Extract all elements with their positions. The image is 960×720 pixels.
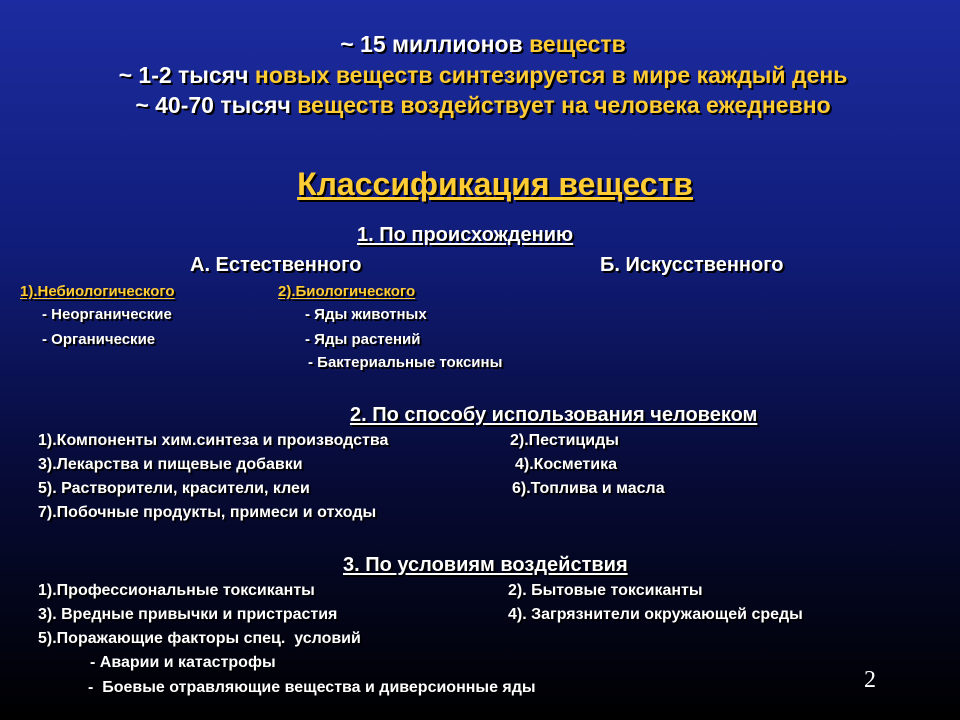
- list-item: 3).Лекарства и пищевые добавки: [38, 456, 303, 473]
- slide-title-text: Классификация веществ: [297, 166, 693, 202]
- origin-artificial-label: Б. Искусственного: [600, 254, 784, 276]
- origin-natural-label: А. Естественного: [190, 254, 362, 276]
- list-item: 6).Топлива и масла: [512, 480, 665, 497]
- list-item: - Неорганические: [42, 306, 172, 323]
- list-item: 4).Косметика: [515, 456, 617, 473]
- header-line-2-text: новых веществ синтезируется в мире каждый день: [254, 62, 848, 88]
- list-item: - Яды растений: [305, 331, 421, 348]
- list-item: 3). Вредные привычки и пристрастия: [38, 606, 338, 623]
- list-item: 1).Компоненты хим.синтеза и производства: [38, 432, 389, 449]
- list-item: 1).Профессиональные токсиканты: [38, 582, 315, 599]
- header-line-2-count: ~ 1-2 тысяч: [118, 62, 249, 88]
- list-item: - Органические: [42, 331, 156, 348]
- page-number: 2: [864, 667, 876, 693]
- biological-label: 2).Биологического: [278, 283, 416, 300]
- list-item: 2).Пестициды: [510, 432, 619, 449]
- list-item: 5). Растворители, красители, клеи: [38, 480, 310, 497]
- section-exposure-heading: 3. По условиям воздействия: [343, 554, 628, 576]
- header-line-3-text: веществ воздействует на человека ежедневно: [297, 92, 831, 118]
- section-use-heading: 2. По способу использования человеком: [350, 404, 758, 426]
- list-item: 7).Побочные продукты, примеси и отходы: [38, 504, 377, 521]
- slide-title: [0, 164, 960, 204]
- header-line-3: [0, 91, 960, 119]
- header-line-1-text: веществ: [529, 31, 626, 57]
- non-biological-label: 1).Небиологического: [20, 283, 175, 300]
- list-item: - Яды животных: [305, 306, 427, 323]
- list-item: 4). Загрязнители окружающей среды: [508, 606, 803, 623]
- header-line-2: [0, 61, 960, 89]
- header-line-3-count: ~ 40-70 тысяч: [135, 92, 291, 118]
- header-line-1-count: ~ 15 миллионов: [340, 31, 523, 57]
- list-item: 2). Бытовые токсиканты: [508, 582, 703, 599]
- header-line-1: [0, 30, 960, 58]
- list-item: - Бактериальные токсины: [308, 354, 503, 371]
- list-item: - Боевые отравляющие вещества и диверсионные яды: [88, 679, 536, 696]
- section-origin-heading: 1. По происхождению: [357, 224, 574, 246]
- list-item: - Аварии и катастрофы: [90, 654, 276, 671]
- list-item: 5).Поражающие факторы спец. условий: [38, 630, 361, 647]
